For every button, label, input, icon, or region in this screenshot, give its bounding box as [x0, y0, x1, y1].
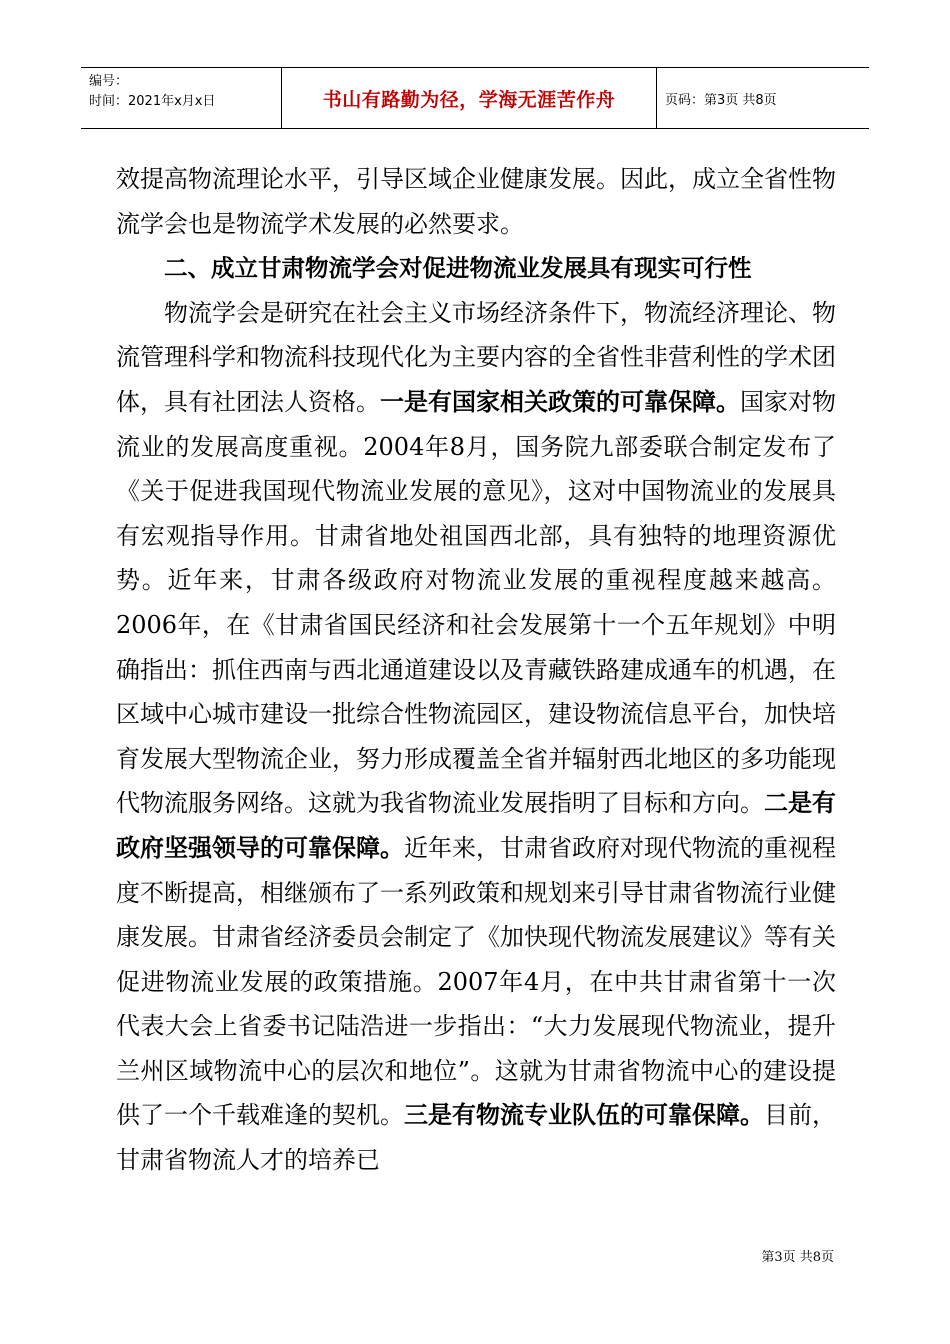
- header-motto: 书山有路勤为径，学海无涯苦作舟: [282, 68, 657, 128]
- emphasis-point-two: 二是有政府坚强领导的可靠保障。: [116, 788, 836, 862]
- header-meta: [81, 68, 282, 128]
- section-heading: 二、成立甘肃物流学会对促进物流业发展具有现实可行性: [164, 254, 752, 283]
- paragraph-main: [116, 291, 836, 1183]
- header-page-number: 页码：第3页 共8页: [665, 92, 777, 108]
- page-footer: 第3页 共8页: [761, 1250, 834, 1265]
- paragraph-text: 近年来，甘肃省政府对现代物流的重视程度不断提高，相继颁布了一系列政策和规划来引导甘肃省物流行业健康发展。甘肃省经济委员会制定了《加快现代物流发展建议》等有关促进物流业发展的政策措施。2007年4月，在中共甘肃省第十一次代表大会上省委书记陆浩进一步指出：“大力发展现代物流业，提升兰州区域物流中心的层次和地位”。这就为甘肃省物流中心的建设提供了一个千载难逢的契机。: [116, 833, 836, 1130]
- emphasis-point-one: 一是有国家相关政策的可靠保障。: [380, 386, 740, 416]
- paragraph-text: 目前，甘肃省物流人才的培养已: [116, 1101, 836, 1175]
- paragraph-text: 国家对物流业的发展高度重视。2004年8月，国务院九部委联合制定发布了《关于促进我国现代物流业发展的意见》，这对中国物流业的发展具有宏观指导作用。甘肃省地处祖国西北部，具有独特的地理资源优势。近年来，甘肃各级政府对物流业发展的重视程度越来越高。2006年，在《甘肃省国民经济和社会发展第十一个五年规划》中明确指出：抓住西南与西北通道建设以及青藏铁路建成通车的机遇，在区域中心城市建设一批综合性物流园区，建设物流信息平台，加快培育发展大型物流企业，努力形成覆盖全省并辐射西北地区的多功能现代物流服务网络。这就为我省物流业发展指明了目标和方向。: [116, 387, 836, 818]
- paragraph-text: 物流学会是研究在社会主义市场经济条件下，物流经济理论、物流管理科学和物流科技现代化为主要内容的全省性非营利性的学术团体，具有社团法人资格。: [116, 298, 836, 416]
- document-body: [116, 157, 836, 1183]
- page-header: [81, 67, 869, 129]
- document-date: 时间：2021年x月x日: [89, 94, 216, 109]
- emphasis-point-three: 三是有物流专业队伍的可靠保障。: [404, 1100, 764, 1130]
- paragraph-continued: 效提高物流理论水平，引导区域企业健康发展。因此，成立全省性物流学会也是物流学术发展的必然要求。: [116, 165, 836, 238]
- document-number: 编号：: [89, 74, 129, 89]
